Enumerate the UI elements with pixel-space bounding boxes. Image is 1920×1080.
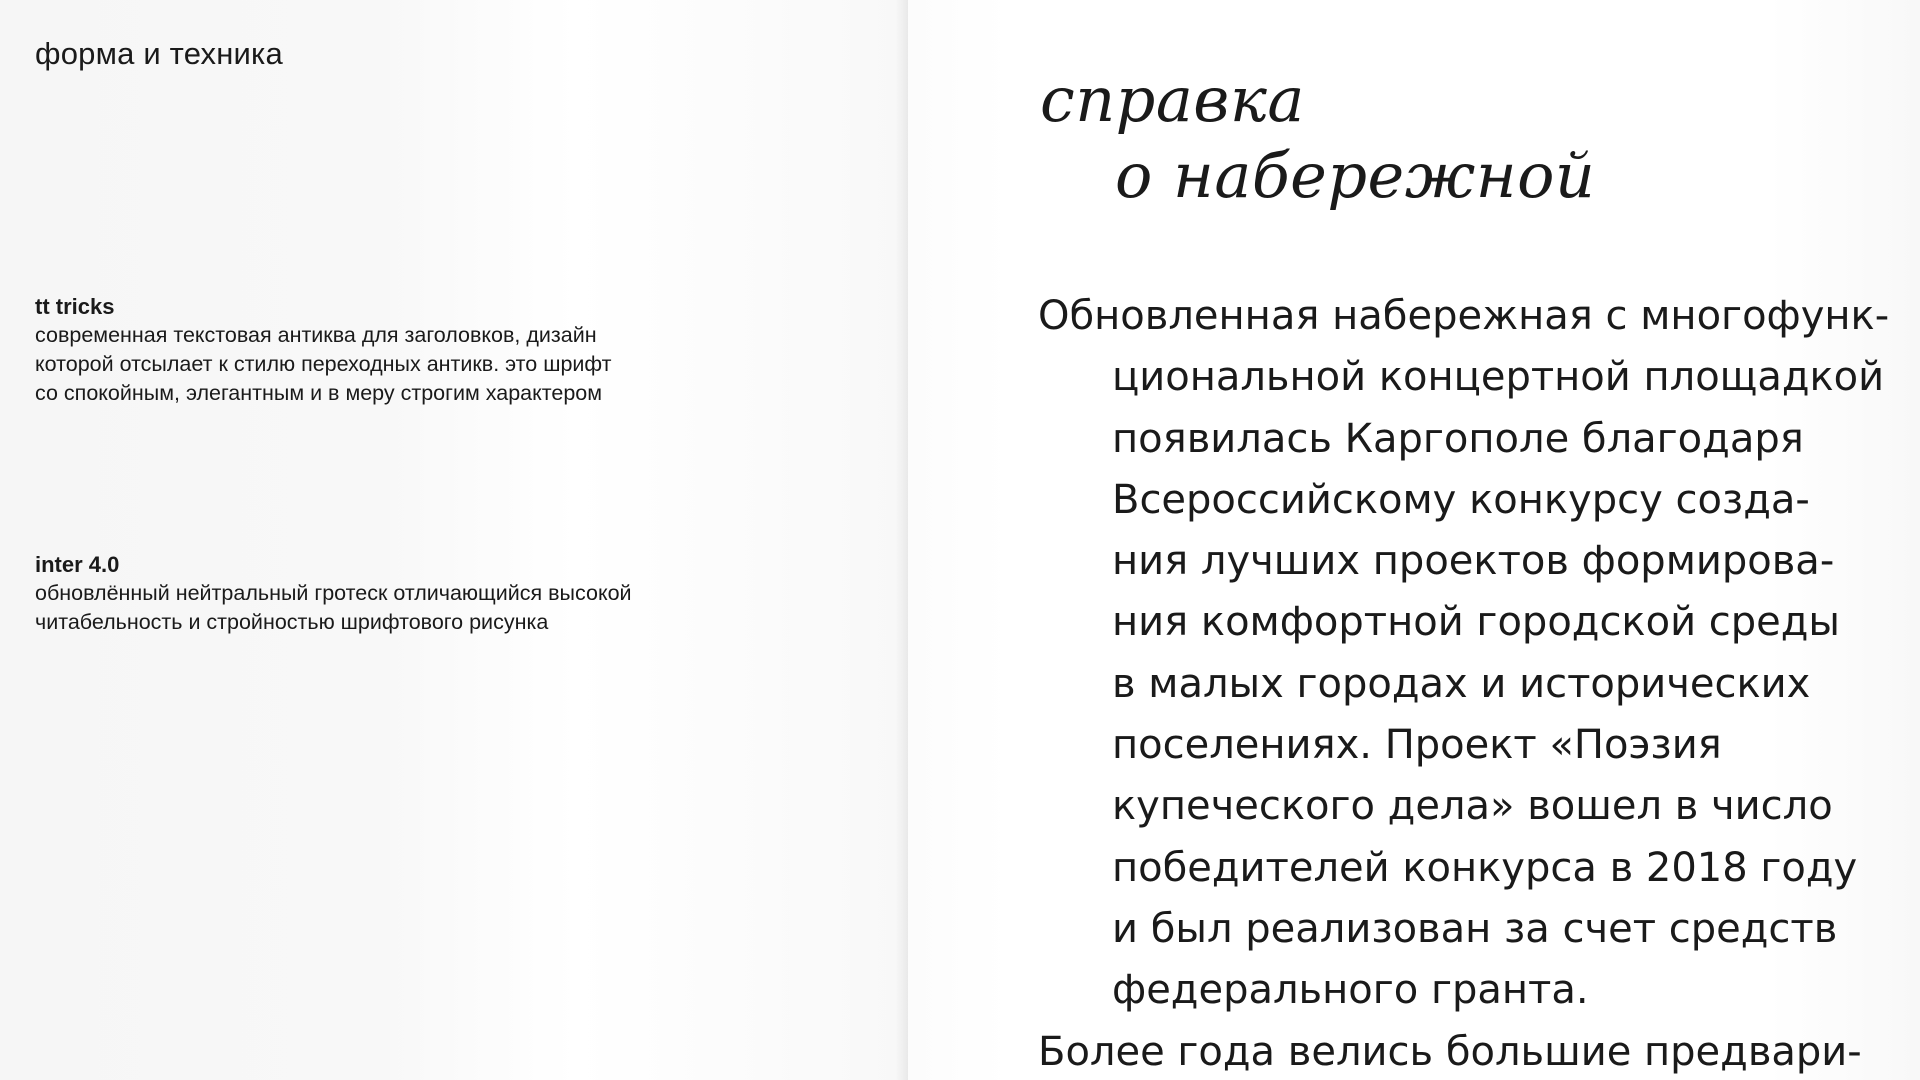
body-line: ния лучших проектов формирова- <box>1112 538 1835 585</box>
font-description-line: которой отсылает к стилю переходных антикв. это шрифт <box>35 352 612 376</box>
body-line: ния комфортной городской среды <box>1112 599 1841 646</box>
font-spec-tt-tricks <box>35 292 612 408</box>
body-line: в малых городах и исторических <box>1112 660 1811 707</box>
body-line: поселениях. Проект «Поэзия <box>1112 722 1722 769</box>
body-line: Обновленная набережная с многофунк- <box>1038 293 1890 339</box>
font-spec-inter <box>35 550 632 637</box>
body-line: федерального гранта. <box>1112 967 1589 1014</box>
body-line: Всероссийскому конкурсу созда- <box>1112 476 1810 523</box>
body-line: и был реализован за счет средств <box>1112 905 1838 952</box>
body-paragraph <box>1038 286 1920 1080</box>
body-line: купеческого дела» вошел в число <box>1112 783 1833 830</box>
body-line: победителей конкурса в 2018 году <box>1112 844 1858 891</box>
font-name: inter 4.0 <box>35 552 120 577</box>
font-description-line: читабельность и стройностью шрифтового рисунка <box>35 610 549 634</box>
font-name: tt tricks <box>35 294 115 319</box>
heading-line: о набережной <box>1115 139 1596 212</box>
body-line: появилась Каргополе благодаря <box>1112 415 1804 462</box>
page-heading <box>1040 62 1595 214</box>
font-description-line: современная текстовая антиква для заголовков, дизайн <box>35 323 597 347</box>
heading-line: справка <box>1040 63 1305 136</box>
right-page <box>908 0 1920 1080</box>
font-description <box>35 321 612 408</box>
left-page <box>0 0 908 1080</box>
font-description <box>35 579 632 637</box>
body-line: циональной концертной площадкой <box>1112 354 1885 401</box>
font-description-line: обновлённый нейтральный гротеск отличающийся высокой <box>35 581 632 605</box>
font-description-line: со спокойным, элегантным и в меру строгим характером <box>35 381 603 405</box>
body-line: Более года велись большие предвари- <box>1038 1028 1862 1075</box>
section-label: форма и техника <box>35 36 283 71</box>
